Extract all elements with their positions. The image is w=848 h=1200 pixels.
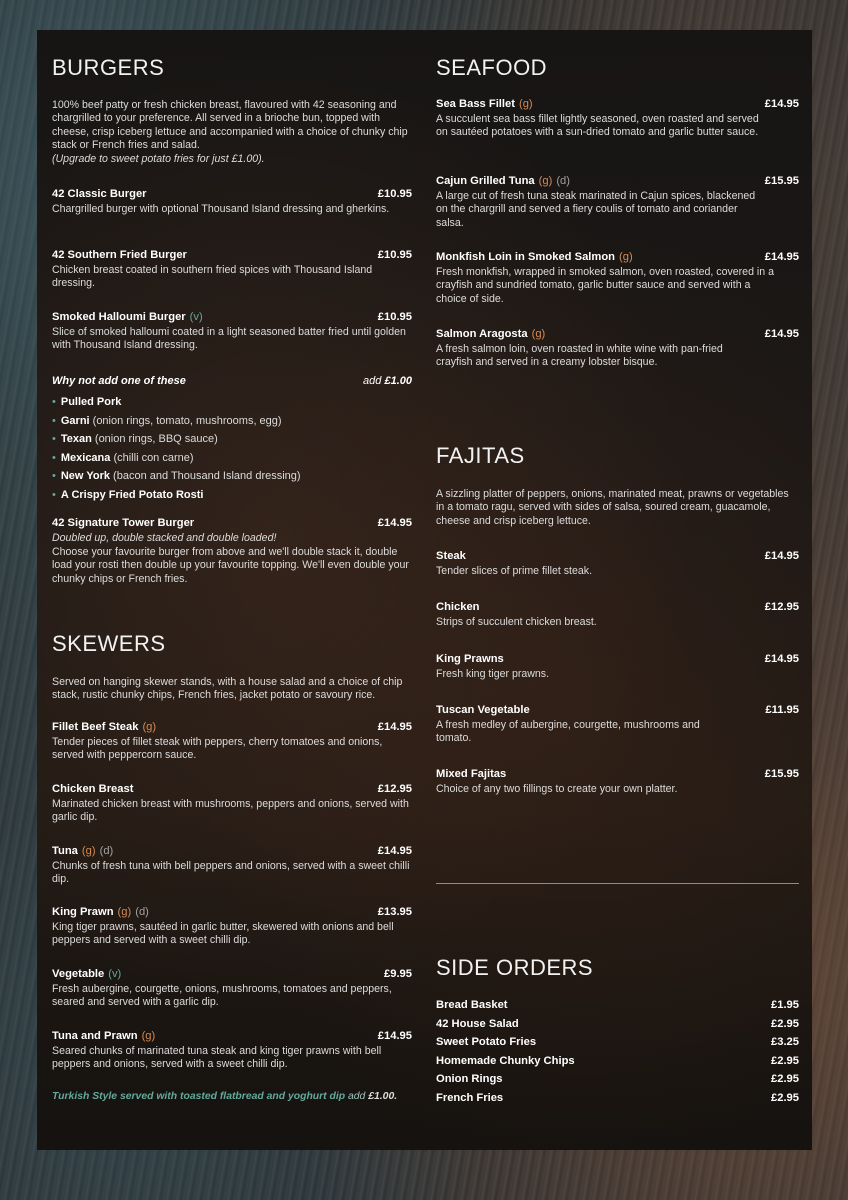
item-name: Tuscan Vegetable	[436, 704, 530, 716]
menu-item	[436, 704, 799, 746]
item-desc: Slice of smoked halloumi coated in a light seasoned batter fried until golden with Thousand Island dressing.	[52, 326, 406, 352]
addons-heading: Why not add one of these	[52, 375, 186, 387]
side-item	[436, 1033, 799, 1052]
addon-name: Garni	[60, 414, 90, 427]
addon-name: Pulled Pork	[60, 396, 122, 408]
menu-item	[52, 188, 412, 216]
turkish-price-prefix: add	[348, 1091, 366, 1102]
side-name: Bread Basket	[436, 999, 508, 1011]
item-price: £14.95	[377, 721, 412, 733]
item-desc: King tiger prawns, sautéed in garlic butter, skewered with onions and bell peppers and served with a sweet chilli dip.	[52, 921, 394, 947]
gluten-tag: (g)	[518, 98, 533, 110]
bullet-icon: •	[52, 433, 56, 446]
item-price: £15.95	[764, 768, 799, 780]
dairy-tag: (d)	[99, 845, 114, 857]
side-orders-title: SIDE ORDERS	[436, 955, 594, 980]
menu-item	[52, 906, 412, 948]
side-name: French Fries	[436, 1091, 504, 1104]
item-price: £13.95	[377, 906, 412, 918]
item-name: 42 Classic Burger	[52, 188, 147, 200]
side-price: £3.25	[771, 1036, 799, 1049]
menu-item	[436, 328, 799, 370]
burger-addons	[52, 375, 412, 505]
menu-item	[52, 968, 412, 1010]
menu-item	[52, 845, 412, 887]
item-price: £10.95	[377, 311, 412, 323]
item-price: £14.95	[764, 653, 799, 665]
side-name: Onion Rings	[436, 1073, 503, 1086]
item-name: Chicken Breast	[52, 783, 134, 795]
bullet-icon: •	[52, 488, 56, 501]
item-price: £10.95	[377, 188, 412, 200]
item-desc: Chunks of fresh tuna with bell peppers and onions, served with a sweet chilli dip.	[52, 860, 410, 886]
seafood-title: SEAFOOD	[436, 55, 548, 80]
addon-name: Texan	[60, 433, 92, 446]
item-price: £15.95	[764, 175, 799, 187]
addon-item	[52, 430, 412, 449]
gluten-tag: (g)	[142, 721, 157, 733]
addon-item	[52, 467, 412, 486]
item-price: £9.95	[384, 968, 412, 980]
item-desc: A fresh medley of aubergine, courgette, mushrooms and tomato.	[436, 719, 700, 745]
item-name: 42 Southern Fried Burger	[52, 249, 187, 261]
item-desc: Fresh monkfish, wrapped in smoked salmon, oven roasted, covered in a crayfish and sundried tomato, garlic butter sauce and served with a choice of side.	[436, 266, 774, 305]
section-divider	[436, 883, 799, 884]
menu-item	[52, 783, 412, 825]
side-name: 42 House Salad	[436, 1017, 519, 1030]
item-name: Monkfish Loin in Smoked Salmon	[436, 251, 616, 263]
vegetarian-tag: (v)	[108, 968, 122, 980]
burgers-intro-note: (Upgrade to sweet potato fries for just £1.00).	[52, 152, 265, 165]
bullet-icon: •	[52, 414, 56, 427]
addon-detail: (chilli con carne)	[113, 451, 194, 464]
menu-item	[52, 517, 412, 586]
menu-item	[52, 721, 412, 763]
addons-price-prefix: add	[363, 375, 382, 387]
menu-item	[436, 601, 799, 629]
burgers-title: BURGERS	[52, 55, 165, 80]
gluten-tag: (g)	[531, 328, 546, 340]
item-name: Steak	[436, 550, 466, 562]
item-desc: A succulent sea bass fillet lightly seasoned, oven roasted and served on sautéed potatoes with a sun-dried tomato and garlic butter sauce.	[436, 113, 759, 139]
item-name: Sea Bass Fillet	[436, 98, 515, 110]
item-name: Vegetable	[52, 968, 105, 980]
item-name: Salmon Aragosta	[436, 328, 528, 340]
item-price: £11.95	[765, 704, 799, 716]
item-price: £12.95	[377, 783, 412, 795]
side-price: £2.95	[771, 1073, 799, 1086]
side-item	[436, 1070, 799, 1089]
menu-item	[52, 1030, 412, 1072]
gluten-tag: (g)	[117, 906, 132, 918]
addon-detail: (bacon and Thousand Island dressing)	[113, 470, 301, 483]
skewers-title: SKEWERS	[52, 631, 166, 656]
item-name: Chicken	[436, 601, 480, 613]
item-name: King Prawns	[436, 653, 504, 665]
menu-item	[436, 251, 799, 306]
item-desc: Fresh aubergine, courgette, onions, mushrooms, tomatoes and peppers, seared and served with a garlic dip.	[52, 983, 392, 1009]
item-name: Fillet Beef Steak	[52, 721, 139, 733]
side-orders-list	[436, 996, 799, 1108]
item-desc: Tender pieces of fillet steak with peppers, cherry tomatoes and onions, served with peppercorn sauce.	[52, 736, 383, 762]
menu-item	[436, 98, 799, 140]
item-price: £14.95	[764, 98, 799, 110]
item-name: Cajun Grilled Tuna	[436, 175, 535, 187]
item-name: Tuna and Prawn	[52, 1030, 138, 1042]
menu-panel	[37, 30, 812, 1150]
menu-item	[436, 175, 799, 230]
addon-name: A Crispy Fried Potato Rosti	[60, 488, 204, 501]
burgers-intro	[52, 99, 417, 166]
item-price: £12.95	[764, 601, 799, 613]
menu-item	[436, 550, 799, 578]
item-price: £14.95	[764, 251, 799, 263]
bullet-icon: •	[52, 396, 56, 408]
menu-item	[436, 768, 799, 796]
gluten-tag: (g)	[81, 845, 96, 857]
item-name: Mixed Fajitas	[436, 768, 507, 780]
menu-item	[52, 249, 412, 291]
item-price: £14.95	[764, 550, 799, 562]
item-price: £10.95	[377, 249, 412, 261]
item-name: 42 Signature Tower Burger	[52, 517, 195, 529]
item-price: £14.95	[377, 517, 412, 529]
addons-price: £1.00	[384, 375, 412, 387]
fajitas-intro: A sizzling platter of peppers, onions, marinated meat, prawns or vegetables in a tomato ragu, served with sides of salsa, soured cream, guacamole, cheese and crisp iceberg lettuce.	[436, 488, 789, 527]
item-desc: Strips of succulent chicken breast.	[436, 616, 597, 628]
addon-item	[52, 449, 412, 468]
addon-detail: (onion rings, BBQ sauce)	[94, 433, 218, 446]
skewers-intro: Served on hanging skewer stands, with a house salad and a choice of chip stack, rustic chunky chips, French fries, jacket potato or savoury rice.	[52, 676, 403, 702]
addon-detail: (onion rings, tomato, mushrooms, egg)	[92, 414, 282, 427]
dairy-tag: (d)	[556, 175, 570, 187]
side-item	[436, 996, 799, 1015]
menu-item	[436, 653, 799, 681]
side-item	[436, 1015, 799, 1034]
item-price: £14.95	[377, 845, 412, 857]
side-price: £2.95	[771, 1017, 799, 1030]
side-price: £1.95	[771, 999, 799, 1011]
gluten-tag: (g)	[619, 251, 633, 263]
turkish-price: £1.00.	[368, 1091, 398, 1102]
addons-list	[52, 393, 412, 505]
side-item	[436, 1089, 799, 1108]
side-price: £2.95	[771, 1091, 799, 1104]
bullet-icon: •	[52, 451, 56, 464]
addon-item	[52, 486, 412, 505]
item-name: Tuna	[52, 845, 78, 857]
item-desc: Fresh king tiger prawns.	[436, 668, 550, 680]
side-item	[436, 1052, 799, 1071]
gluten-tag: (g)	[538, 175, 553, 187]
item-price: £14.95	[764, 328, 799, 340]
item-name: Smoked Halloumi Burger	[52, 311, 186, 323]
side-name: Homemade Chunky Chips	[436, 1054, 575, 1067]
burgers-intro-text: 100% beef patty or fresh chicken breast, flavoured with 42 seasoning and chargrilled to your preference. All served in a brioche bun, topped with cheese, crisp iceberg lettuce and accompanied with a choice of chunky chip stack or French fries and salad.	[52, 99, 408, 152]
item-desc: Tender slices of prime fillet steak.	[436, 565, 593, 577]
dairy-tag: (d)	[135, 906, 149, 918]
addon-item	[52, 412, 412, 431]
item-desc: Choice of any two fillings to create your own platter.	[436, 783, 678, 795]
turkish-text: Turkish Style served with toasted flatbread and yoghurt dip	[52, 1091, 346, 1102]
fajitas-title: FAJITAS	[436, 443, 525, 468]
item-desc: A large cut of fresh tuna steak marinated in Cajun spices, blackened on the chargrill and served a fiery coulis of tomato and coriander salsa.	[436, 190, 756, 229]
addon-name: Mexicana	[60, 451, 111, 464]
item-subtitle: Doubled up, double stacked and double loaded!	[52, 532, 277, 544]
addon-item	[52, 393, 412, 412]
item-desc: Chargrilled burger with optional Thousand Island dressing and gherkins.	[52, 203, 390, 215]
item-desc: Choose your favourite burger from above and we'll double stack it, double load your rosti then double up your favourite topping. We'll even double your chunky chips or French fries.	[52, 546, 409, 585]
vegetarian-tag: (v)	[189, 311, 203, 323]
addon-name: New York	[60, 470, 110, 483]
side-name: Sweet Potato Fries	[436, 1036, 537, 1049]
item-desc: Chicken breast coated in southern fried spices with Thousand Island dressing.	[52, 264, 373, 290]
item-desc: A fresh salmon loin, oven roasted in white wine with pan-fried crayfish and served in a creamy lobster bisque.	[436, 343, 723, 369]
item-desc: Marinated chicken breast with mushrooms, peppers and onions, served with garlic dip.	[52, 798, 409, 824]
item-desc: Seared chunks of marinated tuna steak and king tiger prawns with bell peppers and onions, served with a sweet chilli dip.	[52, 1045, 382, 1071]
side-price: £2.95	[771, 1054, 799, 1067]
bullet-icon: •	[52, 470, 56, 483]
item-price: £14.95	[377, 1030, 412, 1042]
gluten-tag: (g)	[141, 1030, 156, 1042]
menu-item	[52, 311, 412, 353]
item-name: King Prawn	[52, 906, 114, 918]
turkish-style-note	[52, 1091, 412, 1102]
